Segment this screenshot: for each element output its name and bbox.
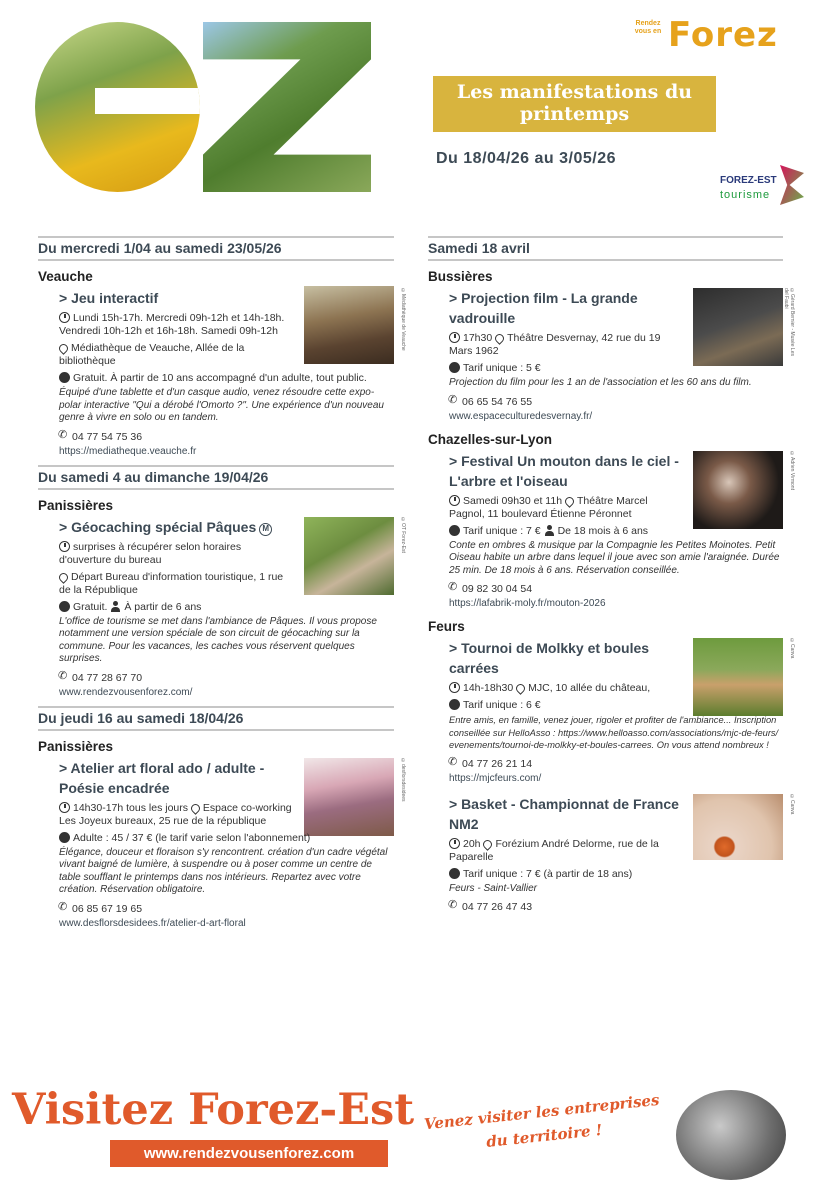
event-details — [428, 525, 783, 610]
age-text: De 18 mois à 6 ans — [557, 524, 649, 537]
location-pin-icon — [57, 342, 70, 355]
city-name: Bussières — [428, 269, 493, 284]
phone-icon — [449, 397, 459, 407]
phone-text: 04 77 26 21 14 — [462, 757, 533, 770]
phone-text: 04 77 54 75 36 — [72, 430, 143, 443]
event-price — [449, 525, 783, 538]
event-description: Conte en ombres & musique par la Compagnie les Petites Moinotes. Petit Oiseau habite un arbre dans lequel il joue avec son amie l'araignée. Durée 25 min. De 18 mois à 6 ans. Réservation conseillée. — [449, 539, 780, 576]
metro-badge-icon: M — [259, 523, 272, 536]
price-text: Tarif unique : 7 € (à partir de 18 ans) — [463, 867, 633, 880]
event-hours — [59, 312, 294, 338]
place-text: MJC, 10 allée du château, — [528, 682, 651, 694]
clock-icon — [449, 495, 460, 506]
event-title: > Atelier art floral ado / adulte - Poésie encadrée — [59, 759, 265, 796]
event-hours — [59, 802, 294, 828]
logo-line-2: tourisme — [720, 189, 771, 201]
period-heading: Du samedi 4 au dimanche 19/04/26 — [38, 465, 394, 490]
forez-est-tourisme-logo — [720, 165, 810, 207]
phone-icon — [59, 673, 69, 683]
event-title: > Jeu interactif — [59, 290, 159, 306]
clock-icon — [449, 682, 460, 693]
event-phone — [59, 903, 394, 916]
photo-credit: ©Adrien Virmont — [789, 450, 795, 490]
event-description: Équipé d'une tablette et d'un casque audio, venez résoudre cette expo-polar interactive "Qui a dérobé l'Omorto ?". Une expérience d'un nouveau genre à vivre en solo ou en tandem. — [59, 387, 384, 423]
event-details — [38, 601, 394, 698]
phone-icon — [59, 904, 69, 914]
event-details — [428, 699, 783, 784]
person-icon — [544, 525, 555, 536]
event-link[interactable]: https://mjcfeurs.com/ — [449, 772, 542, 784]
hours-text: 20h — [463, 837, 481, 850]
price-text: Gratuit. À partir de 10 ans accompagné d'un adulte, tout public. — [73, 372, 367, 384]
event-description: Entre amis, en famille, venez jouer, rigoler et profiter de l'ambiance... Inscription conseillée sur HelloAsso : https://www.helloasso.com/associations/mjc-de-feurs/evenements/tournoi-de-molkky-et-boules-carrees. On vous attend nombreux ! — [449, 715, 779, 750]
page-title-banner: Les manifestations du printemps — [433, 76, 716, 132]
footer-website-link[interactable]: www.rendezvousenforez.com — [110, 1140, 388, 1167]
event-link[interactable]: www.espaceculturedesvernay.fr/ — [449, 410, 593, 422]
event-geocaching — [38, 516, 406, 597]
price-text: Gratuit. — [73, 600, 108, 613]
event-description: L'office de tourisme se met dans l'ambiance de Pâques. Il vous propose notamment une version spéciale de son circuit de géocaching sur la commune. Pour les vacances, les caches vous réservent quelques surprises. — [59, 615, 377, 664]
event-photo — [693, 794, 783, 860]
event-price — [449, 868, 783, 881]
event-price — [59, 372, 394, 385]
brand-small-text: Rendez vous en — [634, 20, 662, 35]
period-heading: Samedi 18 avril — [428, 236, 783, 261]
event-molkky — [428, 638, 795, 695]
place-text: Espace co-working Les Joyeux bureaux, 25 rue de la république — [59, 801, 292, 827]
event-title: > Tournoi de Molkky et boules carrées — [449, 640, 650, 676]
hours-text: 14h30-17h tous les jours — [73, 801, 188, 814]
city-name: Chazelles-sur-Lyon — [428, 431, 553, 447]
event-photo — [304, 758, 394, 836]
price-text: Tarif unique : 6 € — [463, 699, 541, 711]
event-details — [38, 372, 394, 457]
hours-text: surprises à récupérer selon horaires d'ouverture du bureau — [59, 540, 242, 566]
photo-credit: ©Canva — [789, 638, 795, 659]
clock-icon — [59, 312, 70, 323]
hours-text: Samedi 09h30 et 11h — [463, 494, 563, 507]
event-phone — [449, 583, 783, 596]
event-photo — [693, 288, 783, 366]
place-text: Forézium André Delorme, rue de la Paparelle — [449, 837, 659, 863]
photo-credit: ©desflorsdesidees — [400, 757, 406, 802]
location-pin-icon — [493, 332, 506, 345]
event-title: > Basket - Championnat de France NM2 — [449, 795, 679, 832]
city-name: Feurs — [428, 619, 465, 634]
place-text: Médiathèque de Veauche, Allée de la bibliothèque — [59, 342, 245, 367]
euro-icon — [449, 699, 460, 710]
period-heading: Du jeudi 16 au samedi 18/04/26 — [38, 706, 394, 731]
person-icon — [110, 601, 121, 612]
event-title — [59, 517, 294, 537]
event-details — [428, 362, 783, 422]
event-description: Feurs - Saint-Vallier — [449, 882, 537, 894]
euro-icon — [59, 832, 70, 843]
event-title: > Festival Un mouton dans le ciel - L'arbre et l'oiseau — [449, 452, 679, 489]
left-column — [38, 236, 406, 929]
phone-text: 06 65 54 76 55 — [462, 395, 533, 408]
footer-photo — [676, 1090, 786, 1180]
event-description: Élégance, douceur et floraison s'y rencontrent. création d'un cadre végétal vivant baigné de lumière, à suspendre ou à poser comme un centre de table soufflant le printemps dans nos intérieurs. Repartez avec votre création. Réservation obligatoire. — [59, 846, 388, 895]
event-jeu-interactif — [38, 288, 406, 368]
location-pin-icon — [57, 571, 70, 584]
event-place — [59, 571, 294, 597]
event-festival-mouton — [428, 450, 795, 521]
clock-icon — [59, 802, 70, 813]
event-link[interactable]: https://mediatheque.veauche.fr — [59, 445, 197, 457]
event-price — [449, 699, 783, 712]
phone-icon — [449, 902, 459, 912]
age-text: À partir de 6 ans — [124, 600, 202, 613]
price-text: Tarif unique : 5 € — [463, 362, 541, 374]
clock-icon — [449, 838, 460, 849]
hours-text: Lundi 15h-17h. Mercredi 09h-12h et 14h-18h. Vendredi 10h-12h et 16h-18h. Samedi 09h-12h — [59, 312, 285, 337]
event-description: Projection du film pour les 1 an de l'association et les 60 ans du film. — [449, 377, 752, 388]
location-pin-icon — [482, 838, 495, 851]
hero-photo-letter-e — [35, 22, 200, 192]
right-column — [428, 236, 795, 914]
period-heading: Du mercredi 1/04 au samedi 23/05/26 — [38, 236, 394, 261]
phone-text: 04 77 26 47 43 — [462, 901, 533, 913]
phone-icon — [449, 759, 459, 769]
hero-photo-letter-z — [203, 22, 371, 192]
event-link[interactable]: www.desflorsdesidees.fr/atelier-d-art-floral — [59, 917, 246, 929]
footer-slogan: Venez visiter les entreprises du territoire ! — [423, 1090, 661, 1151]
phone-icon — [449, 584, 459, 594]
event-photo — [304, 517, 394, 595]
event-projection-film — [428, 288, 795, 358]
event-phone — [59, 431, 394, 444]
hours-text: 17h30 — [463, 332, 493, 344]
price-text: Adulte : 45 / 37 € (le tarif varie selon l'abonnement) — [73, 831, 311, 844]
event-photo — [304, 286, 394, 364]
event-hours — [449, 682, 683, 695]
euro-icon — [449, 525, 460, 536]
logo-mark-icon — [780, 165, 804, 205]
event-hours — [449, 495, 683, 521]
price-text: Tarif unique : 7 € — [463, 524, 541, 537]
photo-credit: ©Médiathèque de Veauche — [400, 288, 406, 351]
event-basket — [428, 793, 795, 864]
euro-icon — [449, 868, 460, 879]
phone-text: 04 77 28 67 70 — [72, 671, 143, 684]
city-name: Veauche — [38, 269, 93, 284]
event-phone — [449, 758, 783, 771]
event-price — [59, 832, 394, 845]
event-link[interactable]: https://lafabrik-moly.fr/mouton-2026 — [449, 598, 606, 609]
place-text: Théâtre Desvernay, 42 rue du 19 Mars 1962 — [449, 332, 661, 357]
photo-credit: ©OT Forez-Est — [400, 516, 406, 553]
photo-credit: ©Gérard Bernier - Musée Les del Faubi — [783, 288, 795, 356]
event-place — [59, 342, 294, 368]
location-pin-icon — [189, 802, 202, 815]
date-range: Du 18/04/26 au 3/05/26 — [436, 150, 616, 167]
event-link[interactable]: www.rendezvousenforez.com/ — [59, 686, 193, 698]
event-price — [449, 362, 783, 375]
photo-credit: ©Canva — [789, 793, 795, 814]
event-phone — [449, 901, 783, 914]
euro-icon — [449, 362, 460, 373]
euro-icon — [59, 372, 70, 383]
event-details — [428, 868, 783, 915]
event-photo — [693, 451, 783, 529]
euro-icon — [59, 601, 70, 612]
place-text: Départ Bureau d'information touristique, 1 rue de la République — [59, 570, 284, 596]
city-name: Panissières — [38, 738, 114, 754]
event-phone — [59, 672, 394, 685]
event-price — [59, 601, 394, 614]
clock-icon — [449, 332, 460, 343]
location-pin-icon — [563, 495, 576, 508]
phone-text: 06 85 67 19 65 — [72, 902, 143, 915]
event-atelier-floral — [38, 757, 406, 828]
brand-logo: Forez — [668, 15, 778, 55]
event-hours — [449, 332, 683, 358]
phone-icon — [59, 432, 69, 442]
event-title: > Projection film - La grande vadrouille — [449, 290, 638, 326]
location-pin-icon — [514, 682, 527, 695]
logo-line-1: FOREZ-EST — [720, 175, 777, 186]
event-hours — [449, 838, 683, 864]
clock-icon — [59, 541, 70, 552]
city-name: Panissières — [38, 497, 114, 513]
event-details — [38, 832, 394, 929]
event-hours — [59, 541, 294, 567]
event-phone — [449, 396, 783, 409]
hours-text: 14h-18h30 — [463, 682, 514, 694]
event-title-text: > Géocaching spécial Pâques — [59, 518, 257, 535]
footer-visit-title: Visitez Forez-Est — [12, 1085, 415, 1135]
phone-text: 09 82 30 04 54 — [462, 583, 533, 595]
place-text: Théâtre Marcel Pagnol, 11 boulevard Étienne Péronnet — [449, 494, 648, 520]
